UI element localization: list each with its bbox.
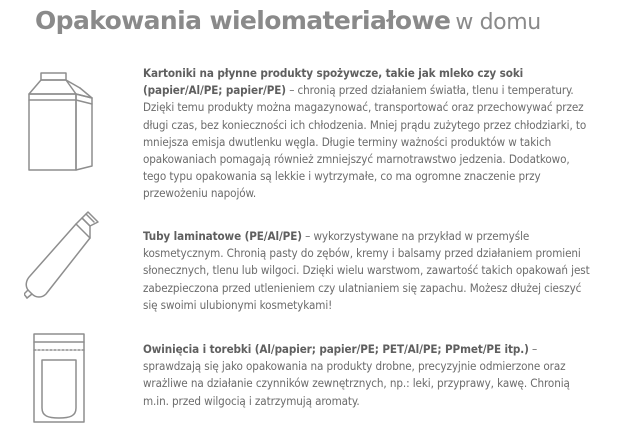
item-milk-cartons: [143, 65, 591, 203]
laminate-tube-icon: [24, 210, 104, 300]
item-text: – sprawdzają się jako opakowania na produkty drobne, precyzyjnie odmierzone oraz wrażliwe na działanie czynników zewnętrznych, np.: leki, przyprawy, kawę. Chronią m.in. przed wilgocią i zatrzymują aromaty.: [143, 342, 570, 408]
item-lead: Kartoniki na płynne produkty spożywcze, takie jak mleko czy soki (papier/Al/PE; papier/PE): [143, 66, 524, 98]
item-laminate-tubes: [143, 228, 591, 314]
item-lead: Tuby laminatowe (PE/Al/PE): [143, 229, 302, 243]
page-title-light: w domu: [455, 10, 541, 35]
item-text: – chronią przed działaniem światła, tlenu i temperatury. Dzięki temu produkty można magazynować, transportować oraz przechowywać przez długi czas, bez konieczności ich chłodzenia. Mniej prądu zużytego przez chłodziarki, to mniejsza emisja dwutlenku węgla. Długie terminy ważności produktów w takich opakowaniach pomagają również zmniejszyć marnotrawstwo jedzenia. Dodatkowo, tego typu opakowania są lekkie i wytrzymałe, co ma ogromne znaczenie przy przewożeniu napojów.: [143, 83, 587, 201]
page-title-bold: Opakowania wielomateriałowe: [35, 6, 451, 35]
pouch-bag-icon: [28, 330, 90, 428]
item-wraps-and-bags: [143, 341, 591, 410]
milk-carton-icon: [22, 70, 98, 174]
item-text: – wykorzystywane na przykład w przemyśle kosmetycznym. Chronią pasty do zębów, kremy i balsamy przed działaniem promieni słonecznych, tlenu lub wilgoci. Dzięki wielu warstwom, zawartość takich opakowań jest zabezpieczona przed utlenieniem czy ulatnianiem się zapachu. Możesz dłużej cieszyć się swoimi ulubionymi kosmetykami!: [143, 229, 590, 312]
item-lead: Owinięcia i torebki (Al/papier; papier/PE; PET/Al/PE; PPmet/PE itp.): [143, 342, 529, 356]
page-title: [35, 6, 541, 35]
